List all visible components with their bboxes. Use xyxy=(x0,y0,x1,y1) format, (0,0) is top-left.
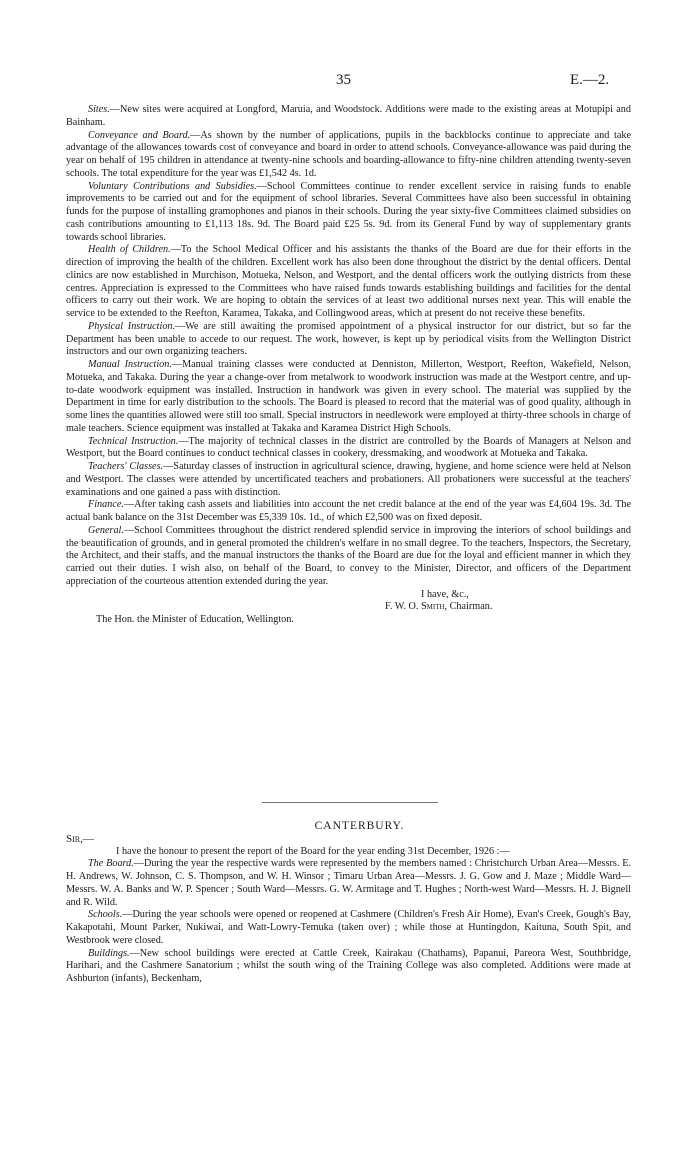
paragraph-schools xyxy=(66,909,631,947)
signatory-surname: Smith xyxy=(420,601,445,613)
signatory-title: , Chairman. xyxy=(444,601,493,613)
closing-phrase: I have, &c., xyxy=(421,588,469,600)
paragraph-text: —Saturday classes of instruction in agricultural science, drawing, hygiene, and home science were held at Nelson and Westport. The classes were attended by uncertificated teachers and probationers. All probationers were successful at the teachers' examinations and one gained a pass with distinction. xyxy=(66,461,631,498)
salutation: Sir,— xyxy=(66,832,94,845)
paragraph-text: —After taking cash assets and liabilities into account the net credit balance at the end of the year was £4,604 19s. 3d. The actual bank balance on the 31st December was £5,339 10s. 1d., of which £2,500 was on fixed deposit. xyxy=(66,499,631,523)
paragraph-finance xyxy=(66,499,631,525)
paragraph-text: —New school buildings were erected at Cattle Creek, Kairakau (Chathams), Papanui, Pareora West, Southbridge, Harihari, and the Cashmere Sanatorium ; whilst the south wing of the Training College was also completed. Additions were made at Ashburton (infants), Beckenham, xyxy=(66,947,631,984)
paragraph-text: —During the year schools were opened or reopened at Cashmere (Children's Fresh Air Home), Evan's Creek, Gough's Bay, Kakapotahi, Mount Parker, Nukiwai, and Watt-Lowry-Temuka (taken over) ; while those at Huntingdon, Kaituna, South Spit, and Westbrook were closed. xyxy=(66,909,631,946)
paragraph-heading: Conveyance and Board. xyxy=(88,129,191,141)
signatory-initials: F. W. O. xyxy=(385,601,419,613)
paragraph-contributions xyxy=(66,181,631,245)
paragraph-conveyance xyxy=(66,130,631,181)
paragraph-teachers-classes xyxy=(66,461,631,499)
paragraph-heading: Schools. xyxy=(88,909,123,921)
paragraph-text: —School Committees throughout the district rendered splendid service in improving the interiors of school buildings and the beautification of grounds, and in general promoted the children's welfare in no small degree. To the teachers, Inspectors, the Secretary, the Architect, and their staffs, and the manual instructors the thanks of the Board are due for the loyal and efficient manner in which they carried out their duties. I wish also, on behalf of the Board, to convey to the Minister, Director, and officers of the Department appreciation of the courteous attention extended during the year. xyxy=(66,524,631,587)
signature-line xyxy=(66,601,631,614)
paragraph-heading: Technical Instruction. xyxy=(88,435,179,447)
page-number: 35 xyxy=(336,72,351,88)
paragraph-text: —As shown by the number of applications, pupils in the backblocks continue to appreciate and take advantage of the allowances towards cost of conveyance and board in order to attend schools. Conveyance-allowance was paid during the year on behalf of 195 children in attendance at twenty-nine schools and boarding-allowance to fifty-nine children attending twenty-seven schools. The total expenditure for the year was £1,542 4s. 1d. xyxy=(66,129,631,179)
paragraph-heading: Manual Instruction. xyxy=(88,359,172,370)
paragraph-sites xyxy=(66,104,631,130)
paragraph-text: —We are still awaiting the promised appointment of a physical instructor for our district, but so far the Department has been unable to accede to our request. The work, however, is kept up by periodical visits from the Wellington District instructors and our own organizing teachers. xyxy=(66,320,631,358)
nelson-report-body xyxy=(66,104,631,627)
paragraph-physical xyxy=(66,321,631,359)
paragraph-board xyxy=(66,858,631,909)
paragraph-text: —During the year the respective wards were represented by the members named : Christchurch Urban Area—Messrs. E. H. Andrews, W. Johnson, C. S. Thompson, and W. H. Winsor ; Timaru Urban Area—Messrs. J. G. Gow and J. Maze ; Middle Ward—Messrs. W. A. Banks and W. P. Spencer ; South Ward—Messrs. G. W. Armitage and T. Hughes ; North-west Ward—Messrs. H. J. Bignell and R. Wild. xyxy=(66,858,631,908)
intro-paragraph: I have the honour to present the report of the Board for the year ending 31st December, 1926 :— xyxy=(116,845,510,857)
paragraph-heading: The Board. xyxy=(88,858,134,870)
paragraph-manual xyxy=(66,359,631,436)
document-reference: E.—2. xyxy=(570,72,610,88)
paragraph-heading: Buildings. xyxy=(88,947,130,959)
paragraph-text: —The majority of technical classes in the district are controlled by the Boards of Managers at Nelson and Westport, but the Board continues to conduct technical classes in cookery, dressmaking, and woodwork at Motueka and Takaka. xyxy=(66,435,631,460)
paragraph-technical xyxy=(66,436,631,462)
paragraph-health xyxy=(66,244,631,321)
paragraph-heading: Health of Children. xyxy=(88,244,171,256)
paragraph-heading: Finance. xyxy=(88,499,124,511)
canterbury-report xyxy=(66,820,631,986)
paragraph-general xyxy=(66,525,631,589)
paragraph-text: —School Committees continue to render excellent service in raising funds to enable improvements to be carried out and for the equipment of school libraries. Several Committees have also been successful in obtaining funds for the purpose of installing gramophones and pianos in their schools. During the year sixty-five Committees claimed subsidies on cash contributions amounting to £1,113 18s. 9d. The Board paid £25 5s. 9d. from its General Fund by way of supplementary grants towards school libraries. xyxy=(66,180,632,243)
section-divider xyxy=(262,802,438,803)
addressee: The Hon. the Minister of Education, Wellington. xyxy=(96,614,294,625)
paragraph-heading: Voluntary Contributions and Subsidies. xyxy=(88,180,257,192)
paragraph-heading: Physical Instruction. xyxy=(88,320,176,332)
paragraph-heading: Sites. xyxy=(88,104,110,115)
paragraph-heading: General. xyxy=(88,524,124,536)
paragraph-text: —New sites were acquired at Longford, Maruia, and Woodstock. Additions were made to the existing areas at Motupipi and Bainham. xyxy=(66,104,631,128)
paragraph-buildings xyxy=(66,948,631,986)
page-header xyxy=(0,72,700,94)
paragraph-text: —Manual training classes were conducted at Denniston, Millerton, Westport, Reefton, Wakefield, Nelson, Motueka, and Takaka. During the year a change-over from metalwork to woodwork instruction was made at the Westport centre, and up-to-date woodwork equipment was installed. Instruction in handwork was given in every school. The material was supplied by the Department in time for early distribution to the schools. The Board is pleased to record that the material was of good quality, although in some lines the quantities allowed were still too small. Special instructors in needlework were employed at thirty-three schools in charge of male teachers. Science equipment was installed at Takaka and Karamea District High Schools. xyxy=(66,359,631,434)
paragraph-heading: Teachers' Classes. xyxy=(88,461,164,472)
section-title: CANTERBURY. xyxy=(314,820,405,832)
paragraph-text: —To the School Medical Officer and his assistants the thanks of the Board are due for their efforts in the direction of improving the health of the children. Excellent work has also been done throughout the district by the dental officers. Dental clinics are now established in Murchison, Motueka, Nelson, and Westport, and the dental officers work the outlying districts from these centres. Appreciation is expressed to the Committees who have raised funds towards establishing buildings and facilities for the dental officers to carry out their work. We are hoping to obtain the services of at least two additional nurses next year. This will enable the service to be extended to the Reefton, Karamea, Takaka, and Collingwood areas, which at present do not receive these benefits. xyxy=(66,244,631,319)
